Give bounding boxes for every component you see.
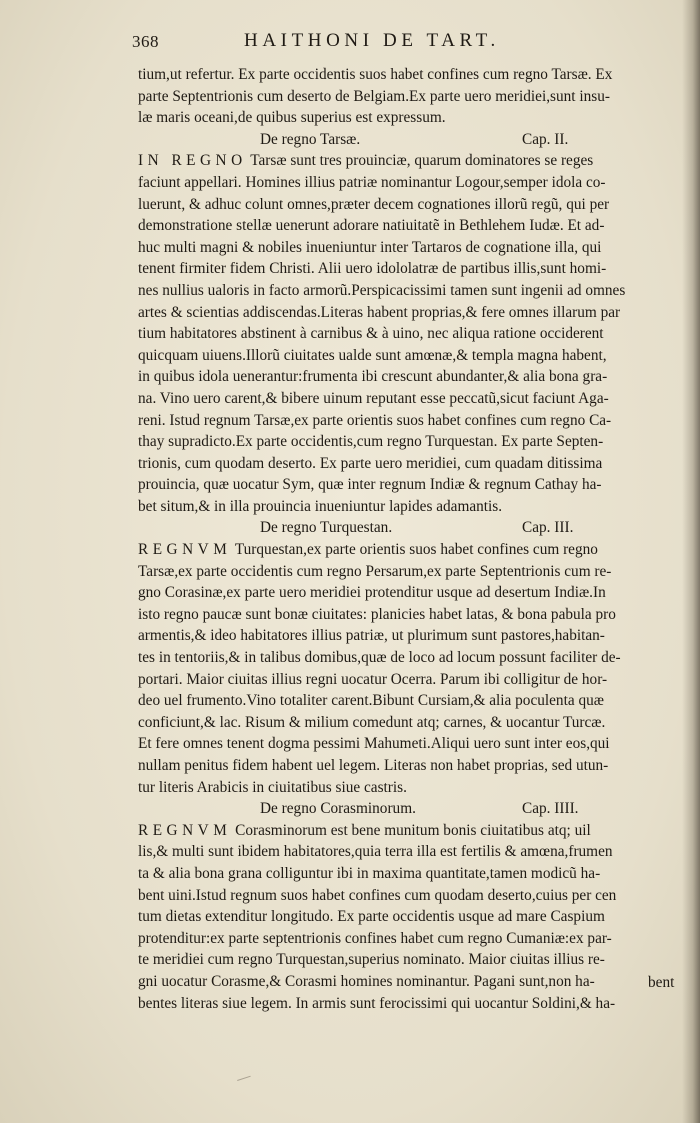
text-line: quicquam uiuens.Illorũ ciuitates ualde sunt amœnæ,& templa magna habent, bbox=[138, 346, 607, 364]
text-line: tium,ut refertur. Ex parte occidentis suos habet confines cum regno Tarsæ. Ex bbox=[138, 66, 613, 83]
text-line: conficiunt,& lac. Risum & milium comedunt atq; carnes, & uocantur Turcæ. bbox=[138, 713, 606, 731]
page-number: 368 bbox=[132, 32, 159, 51]
chapter-incipit-line bbox=[138, 539, 678, 561]
chapter-title: De regno Corasminorum. bbox=[260, 800, 416, 818]
text-line: Tarsæ,ex parte occidentis cum regno Persarum,ex parte Septentrionis cum re- bbox=[138, 562, 612, 580]
text-line: bet situm,& in illa prouincia inueniuntur lapides adamantis. bbox=[138, 497, 503, 515]
text-line: tur literis Arabicis in ciuitatibus siue castris. bbox=[138, 778, 407, 796]
page-edge-shadow bbox=[682, 0, 700, 1123]
chapter-heading bbox=[138, 129, 678, 151]
text-line: in quibus idola uenerantur:frumenta ibi crescunt abundanter,& alia bona gra- bbox=[138, 368, 608, 386]
text-line: tum dietas extenditur longitudo. Ex parte occidentis usque ad mare Caspium bbox=[138, 908, 605, 926]
text-line: tes in tentoriis,& in talibus domibus,quæ de loco ad locum possunt faciliter de- bbox=[138, 649, 621, 667]
text-line: faciunt appellari. Homines illius patriæ nominantur Logour,semper idola co- bbox=[138, 173, 606, 191]
chapter-incipit-line bbox=[138, 820, 678, 842]
chapter-title: De regno Tarsæ. bbox=[260, 130, 361, 148]
chapter-number: Cap. III. bbox=[522, 519, 574, 537]
incipit-capitals: IN REGNO bbox=[138, 152, 247, 170]
text-line: prouincia, quæ uocatur Sym, quæ inter regnum Indiæ & regnum Cathay ha- bbox=[138, 476, 602, 494]
chapter-title: De regno Turquestan. bbox=[260, 519, 393, 537]
ink-smudge bbox=[235, 1070, 250, 1081]
incipit-rest: Corasminorum est bene munitum bonis ciuitatibus atq; uil bbox=[231, 821, 591, 839]
text-line: huc multi magni & nobiles inueniuntur inter Tartaros de cognatione illa, qui bbox=[138, 238, 602, 256]
incipit-rest: Turquestan,ex parte orientis suos habet confines cum regno bbox=[231, 541, 598, 559]
text-line: nullam penitus fidem habent uel legem. Literas non habet proprias, sed utun- bbox=[138, 757, 609, 774]
text-line: ta & alia bona grana colliguntur ibi in maxima quantitate,tamen modicũ ha- bbox=[138, 864, 601, 882]
text-line: isto regno paucæ sunt bonæ ciuitates: planicies habet latas, & bona pabula pro bbox=[138, 605, 616, 623]
chapter-heading bbox=[138, 798, 678, 820]
text-line: læ maris oceani,de quibus superius est expressum. bbox=[138, 109, 446, 127]
text-line: trionis, cum quodam deserto. Ex parte uero meridiei, cum quadam ditissima bbox=[138, 454, 603, 472]
text-line: reni. Istud regnum Tarsæ,ex parte orientis suos habet confines cum regno Ca- bbox=[138, 411, 612, 429]
chapter-incipit-line bbox=[138, 150, 678, 172]
text-line: armentis,& ideo habitatores illius patriæ, ut plurimum sunt pastores,habitan- bbox=[138, 627, 605, 645]
incipit-rest: Tarsæ sunt tres prouinciæ, quarum dominatores se reges bbox=[246, 152, 594, 170]
incipit-capitals: REGNVM bbox=[138, 821, 232, 839]
catchword: bent bbox=[648, 974, 675, 991]
text-line: gno Corasinæ,ex parte uero meridiei protenditur usque ad desertum Indiæ.In bbox=[138, 584, 606, 602]
text-line: deo uel frumento.Vino totaliter carent.Bibunt Cursiam,& alia poculenta quæ bbox=[138, 692, 604, 710]
text-line: demonstratione stellæ uenerunt adorare natiuitatẽ in Bethlehem Iudæ. Et ad- bbox=[138, 217, 605, 235]
chapter-number: Cap. II. bbox=[522, 130, 569, 148]
running-title: HAITHONI DE TART. bbox=[244, 30, 500, 51]
text-line: Et fere omnes tenent dogma pessimi Mahumeti.Aliqui uero sunt inter eos,qui bbox=[138, 735, 610, 753]
text-line: portari. Maior ciuitas illius regni uocatur Ocerra. Parum ibi colligitur de hor- bbox=[138, 670, 608, 688]
page-header bbox=[132, 30, 560, 54]
text-line: tenent firmiter fidem Christi. Alii uero idololatræ de partibus illis,sunt homi- bbox=[138, 260, 607, 278]
text-line: nes nullius ualoris in facto armorũ.Perspicacissimi tamen sunt ingenii ad omnes bbox=[138, 281, 626, 299]
body-text bbox=[138, 64, 678, 1014]
text-line: luerunt, & adhuc colunt omnes,præter decem cognationes illorũ regũ, qui per bbox=[138, 195, 610, 213]
text-line: lis,& multi sunt ibidem habitatores,quia terra illa est fertilis & amœna,frumen bbox=[138, 843, 613, 861]
text-line: bentes literas siue legem. In armis sunt ferocissimi qui uocantur Soldini,& ha- bbox=[138, 994, 616, 1012]
text-line: bent uini.Istud regnum suos habet confines cum quodam deserto,cuius per cen bbox=[138, 886, 617, 904]
text-line: artes & scientias addiscendas.Literas habent proprias,& fere omnes illarum par bbox=[138, 303, 621, 321]
chapter-heading bbox=[138, 517, 678, 539]
incipit-capitals: REGNVM bbox=[138, 541, 232, 559]
text-line: thay supradicto.Ex parte occidentis,cum regno Turquestan. Ex parte Septen- bbox=[138, 433, 604, 451]
text-line: protenditur:ex parte septentrionis confines habet cum regno Cumaniæ:ex par- bbox=[138, 929, 612, 947]
text-line: tium habitatores abstinent à carnibus & à uino, nec aliqua ratione occiderent bbox=[138, 325, 604, 343]
text-line: gni uocatur Corasme,& Corasmi homines nominantur. Pagani sunt,non ha- bbox=[138, 972, 595, 990]
text-line: te meridiei cum regno Turquestan,superius nominato. Maior ciuitas illius re- bbox=[138, 951, 605, 969]
text-line: parte Septentrionis cum deserto de Belgiam.Ex parte uero meridiei,sunt insu- bbox=[138, 87, 610, 105]
text-line: na. Vino uero carent,& bibere uinum reputant esse peccatũ,sicut faciunt Aga- bbox=[138, 389, 609, 407]
chapter-number: Cap. IIII. bbox=[522, 800, 579, 818]
